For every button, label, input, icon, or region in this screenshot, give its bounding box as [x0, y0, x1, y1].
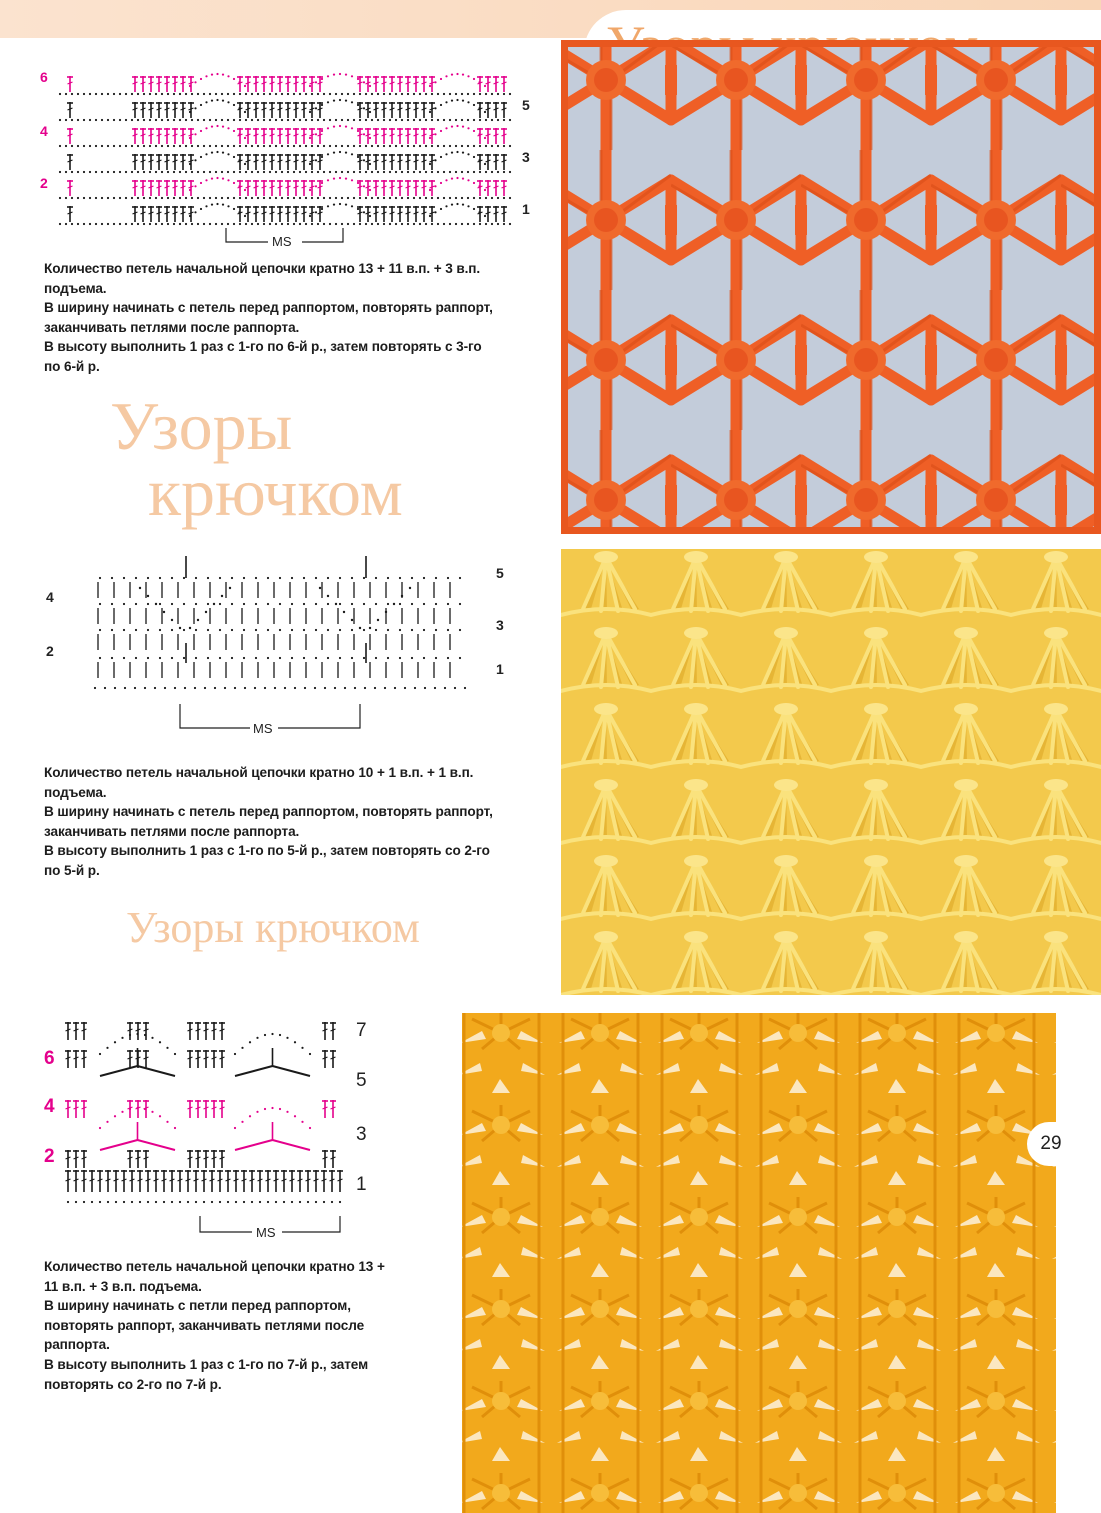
pattern-3-photo	[462, 1013, 1056, 1513]
row-number-4: 4	[46, 589, 54, 605]
repeat-label: MS	[256, 1225, 276, 1240]
pattern-1-photo	[561, 40, 1101, 534]
pattern-2-description: Количество петель начальной цепочки кратно 10 + 1 в.п. + 1 в.п. подъема. В ширину начинать с петель перед раппортом, повторять раппорт, заканчивать петлями после раппорта. В высоту выполнить 1 раз с 1-го по 5-й р., затем повторять со 2-го по 5-й р.	[44, 765, 493, 878]
row-number-5: 5	[522, 97, 530, 113]
pattern-1-chart	[40, 56, 540, 256]
row-number-1: 1	[496, 661, 504, 677]
row-number-4: 4	[40, 123, 48, 139]
row-number-4: 4	[44, 1096, 55, 1117]
repeat-label: MS	[253, 721, 273, 736]
row-number-2: 2	[46, 643, 54, 659]
row-number-6: 6	[40, 69, 48, 85]
watermark-title-lower: Узоры крючком	[126, 903, 420, 952]
row-number-7: 7	[356, 1020, 367, 1041]
pattern-3-chart	[40, 1010, 400, 1246]
page-number: 29	[1027, 1122, 1075, 1166]
row-number-2: 2	[40, 175, 48, 191]
pattern-2-chart	[40, 548, 520, 748]
row-number-5: 5	[356, 1070, 367, 1091]
pattern-3-description: Количество петель начальной цепочки кратно 13 + 11 в.п. + 3 в.п. подъема. В ширину начинать с петли перед раппортом, повторять раппорт, заканчивать петлями после раппорта. В высоту выполнить 1 раз с 1-го по 7-й р., затем повторять со 2-го по 7-й р.	[44, 1259, 385, 1392]
row-number-2: 2	[44, 1146, 55, 1167]
row-number-3: 3	[522, 149, 530, 165]
watermark-title-line1: Узоры	[110, 388, 293, 464]
row-number-1: 1	[356, 1174, 367, 1195]
row-number-1: 1	[522, 201, 530, 217]
row-number-6: 6	[44, 1048, 55, 1069]
row-number-3: 3	[356, 1124, 367, 1145]
row-number-3: 3	[496, 617, 504, 633]
pattern-1-description: Количество петель начальной цепочки кратно 13 + 11 в.п. + 3 в.п. подъема. В ширину начинать с петель перед раппортом, повторять раппорт, заканчивать петлями после раппорта. В высоту выполнить 1 раз с 1-го по 6-й р., затем повторять с 3-го по 6-й р.	[44, 261, 493, 374]
pattern-2-photo	[561, 549, 1101, 995]
repeat-label: MS	[272, 234, 292, 249]
row-number-5: 5	[496, 565, 504, 581]
watermark-title-line2: крючком	[148, 454, 403, 530]
